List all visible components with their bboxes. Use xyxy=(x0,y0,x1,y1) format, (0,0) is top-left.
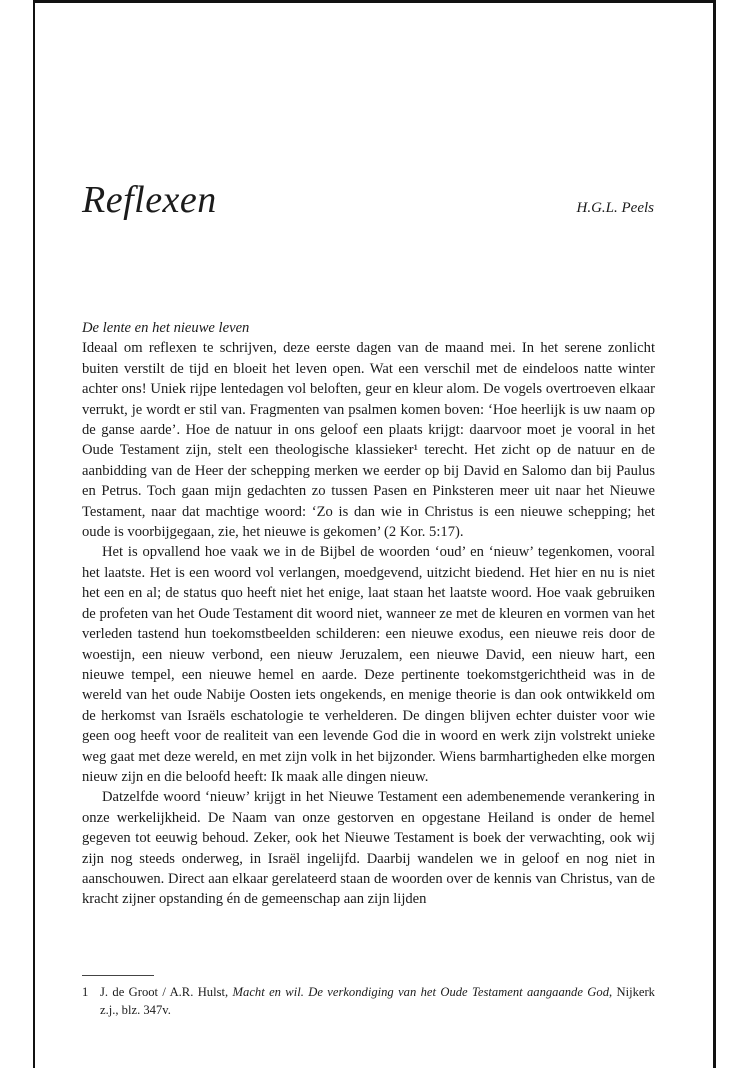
footnote-book-title: Macht en wil. De verkondiging van het Oude Testament aangaande God xyxy=(232,985,609,999)
rubric-title: Reflexen xyxy=(82,179,217,221)
footnote-publication: , Nijkerk z.j., blz. 347v. xyxy=(100,985,655,1017)
paragraph-1: Ideaal om reflexen te schrijven, deze eerste dagen van de maand mei. In het serene zonlicht buiten verstilt de tijd en bloeit het leven open. Wat een verschil met de eindeloos natte winter achter ons! Uniek rijpe lentedagen vol beloften, geur en kleur alom. De vogels overtroeven elkaar verrukt, je wordt er stil van. Fragmenten van psalmen komen boven: ‘Hoe heerlijk is uw naam op de ganse aarde’. Hoe de natuur in ons geloof een plaats krijgt: daarvoor moet je vooral in het Oude Testament zijn, stelt een theologische klassieker¹ terecht. Het zicht op de natuur en de aanbidding van de Heer der schepping merken we eerder op bij David en Salomo dan bij Paulus en Petrus. Toch gaan mijn gedachten zo tussen Pasen en Pinksteren meer uit naar het Nieuwe Testament, naar dat machtige woord: ‘Zo is dan wie in Christus is een nieuwe schepping; het oude is voorbijgegaan, zie, het nieuwe is gekomen’ (2 Kor. 5:17). xyxy=(82,340,655,541)
page-right-border xyxy=(713,0,716,1068)
section-title: De lente en het nieuwe leven xyxy=(82,320,250,336)
footnote-divider xyxy=(82,975,154,976)
article-header xyxy=(82,178,654,238)
page-top-border xyxy=(33,0,713,3)
article-body xyxy=(82,318,655,910)
paragraph-2: Het is opvallend hoe vaak we in de Bijbel de woorden ‘oud’ en ‘nieuw’ tegenkomen, vooral het laatste. Het is een woord vol verlangen, moedgevend, uitzicht biedend. Het hier en nu is niet het een en al; de status quo heeft niet het enige, laat staan het laatste woord. Hoe vaak gebruiken de profeten van het Oude Testament dit woord niet, wanneer ze met de kleuren en vormen van het verleden tastend hun toekomstbeelden schilderen: een nieuwe exodus, een nieuwe reis door de woestijn, een nieuw verbond, een nieuw Jeruzalem, een nieuwe David, een nieuw hart, een nieuwe tempel, een nieuwe hemel en aarde. Deze pertinente toekomstgerichtheid was in de wereld van het oude Nabije Oosten iets ongekends, en menige theorie is dan ook ontwikkeld om de herkomst van Israëls eschatologie te verhelderen. De dingen blijven echter duister voor wie geen oog heeft voor de realiteit van een levende God die in woord en werk zijn volstrekt unieke weg gaat met deze wereld, en met zijn volk in het bijzonder. Wiens barmhartigheden elke morgen nieuw zijn en die beloofd heeft: Ik maak alle dingen nieuw. xyxy=(82,544,655,785)
footnote xyxy=(82,983,655,1019)
footnote-authors: J. de Groot / A.R. Hulst, xyxy=(100,985,229,999)
page-left-border xyxy=(33,0,35,1068)
paragraph-3: Datzelfde woord ‘nieuw’ krijgt in het Nieuwe Testament een adembenemende verankering in onze werkelijkheid. De Naam van onze gestorven en opgestane Heiland is onder de hemel gegeven tot eeuwig behoud. Zeker, ook het Nieuwe Testament is boek der verwachting, ook wij zijn nog steeds onderweg, in Israël ingelijfd. Daarbij wandelen we in geloof en nog niet in aanschouwen. Direct aan elkaar gerelateerd staan de woorden over de kennis van Christus, van de kracht zijner opstanding én de gemeenschap aan zijn lijden xyxy=(82,789,655,908)
author-name: H.G.L. Peels xyxy=(576,200,654,216)
footnote-text xyxy=(100,983,655,1019)
footnote-number: 1 xyxy=(82,985,89,999)
